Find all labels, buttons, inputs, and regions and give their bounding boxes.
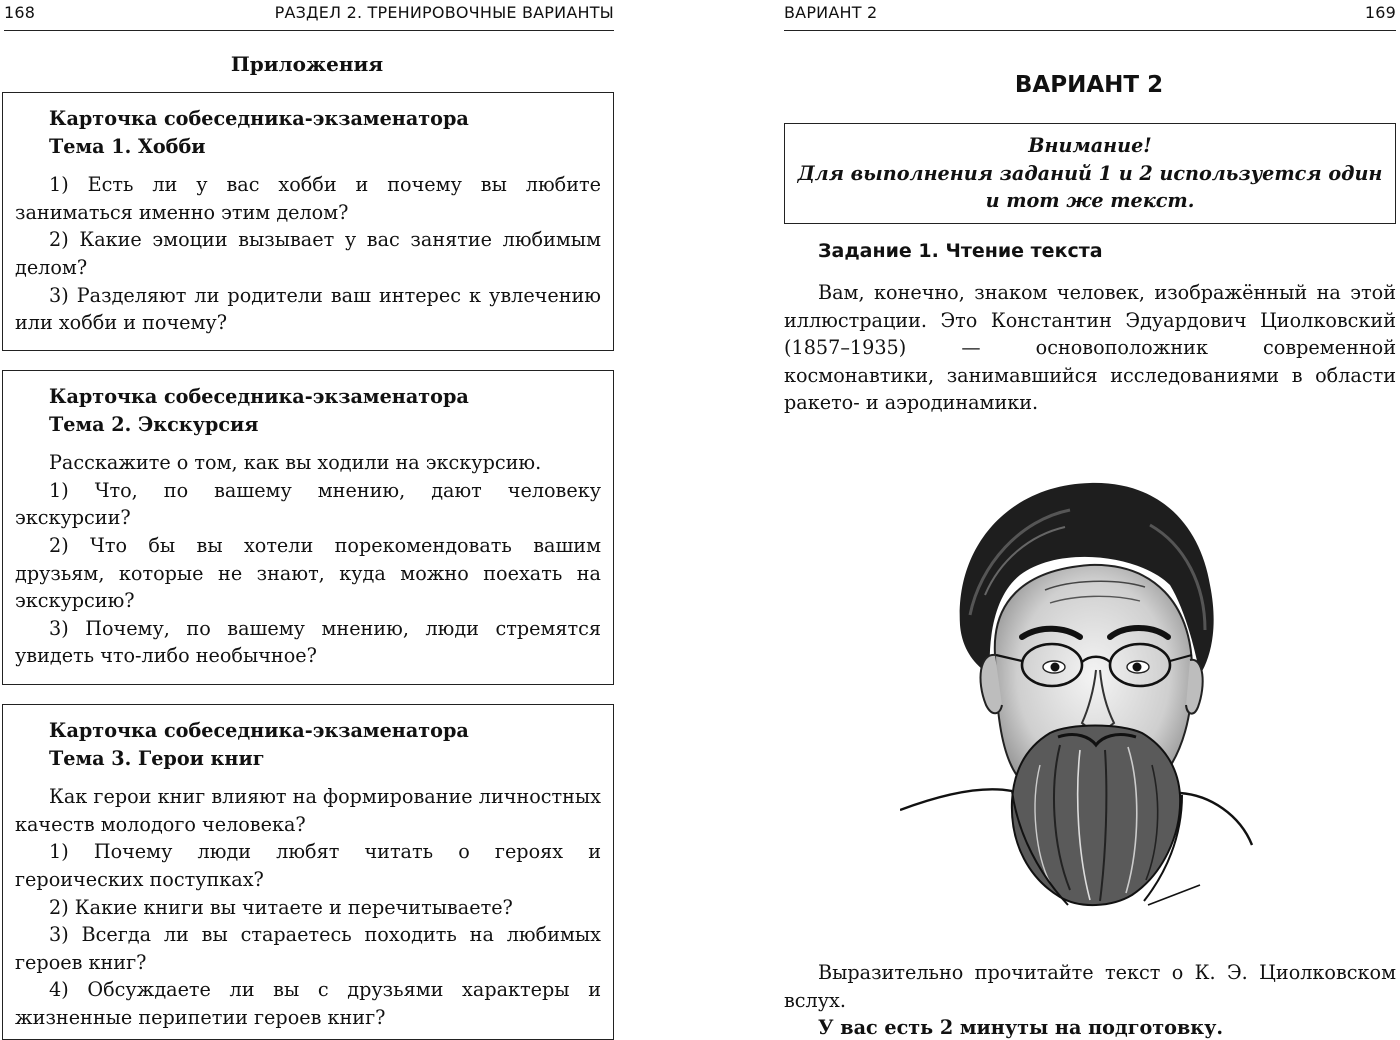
card-3-question-4: 4) Обсуждаете ли вы с друзьями характеры и жизненные перипетии героев книг? — [15, 978, 601, 1029]
tsiolkovsky-portrait — [900, 465, 1280, 925]
preparation-time: У вас есть 2 минуты на подготовку. — [818, 1016, 1224, 1040]
right-page — [782, 0, 1400, 1040]
left-page — [0, 0, 618, 1040]
examiner-card-3 — [2, 704, 614, 1040]
right-page-number: 169 — [1364, 3, 1396, 22]
examiner-card-2 — [2, 370, 614, 685]
right-running-title: ВАРИАНТ 2 — [784, 3, 878, 22]
variant-title: ВАРИАНТ 2 — [1014, 72, 1164, 98]
card-2-heading: Карточка собеседника-экзаменатора — [49, 385, 469, 408]
task-title: Задание 1. Чтение текста — [818, 240, 1103, 262]
examiner-card-1 — [2, 92, 614, 351]
card-2-question-1: 1) Что, по вашему мнению, дают человеку экскурсии? — [15, 478, 601, 530]
intro-paragraph: Вам, конечно, знаком человек, изображённый на этой иллюстрации. Это Константин Эдуардович Циолковский (1857–1935) — основоположник современной космонавтики, занимавшийся исследованиями в области ракето- и аэродинамики. — [784, 281, 1396, 415]
card-1-question-2: 2) Какие эмоции вызывает у вас занятие любимым делом? — [15, 228, 601, 279]
left-running-head — [4, 0, 614, 31]
card-2-topic: Тема 2. Экскурсия — [49, 412, 259, 436]
card-2-prompt: Расскажите о том, как вы ходили на экскурсию. — [49, 451, 542, 475]
card-2-question-2: 2) Что бы вы хотели порекомендовать вашим друзьям, которые не знают, куда можно поехать на экскурсию? — [15, 533, 601, 613]
notice-line-2: Для выполнения заданий 1 и 2 используется один и тот же текст. — [797, 161, 1383, 212]
left-running-title: РАЗДЕЛ 2. ТРЕНИРОВОЧНЫЕ ВАРИАНТЫ — [274, 3, 614, 22]
left-page-number: 168 — [4, 3, 36, 22]
card-2-question-3: 3) Почему, по вашему мнению, люди стремятся увидеть что-либо необычное? — [15, 616, 601, 668]
card-3-question-3: 3) Всегда ли вы стараетесь походить на любимых героев книг? — [15, 923, 601, 974]
card-1-question-1: 1) Есть ли у вас хобби и почему вы любите заниматься именно этим делом? — [15, 173, 601, 224]
card-3-topic: Тема 3. Герои книг — [49, 746, 265, 770]
card-3-prompt: Как герои книг влияют на формирование личностных качеств молодого человека? — [15, 785, 601, 836]
card-1-heading: Карточка собеседника-экзаменатора — [49, 107, 469, 130]
notice-line-1: Внимание! — [1028, 134, 1152, 157]
reading-instruction: Выразительно прочитайте текст о К. Э. Циолковском вслух. — [784, 961, 1396, 1012]
right-running-head — [784, 0, 1396, 31]
card-3-question-2: 2) Какие книги вы читаете и перечитываете? — [49, 895, 513, 919]
attention-notice — [784, 123, 1396, 224]
card-1-question-3: 3) Разделяют ли родители ваш интерес к увлечению или хобби и почему? — [15, 283, 601, 335]
card-3-heading: Карточка собеседника-экзаменатора — [49, 719, 469, 742]
intro-text — [784, 279, 1396, 417]
portrait-beard — [1012, 726, 1180, 906]
card-3-question-1: 1) Почему люди любят читать о героях и героических поступках? — [15, 840, 601, 891]
instruction-text — [784, 959, 1396, 1040]
appendix-title: Приложения — [230, 52, 384, 76]
card-1-topic: Тема 1. Хобби — [49, 134, 206, 158]
